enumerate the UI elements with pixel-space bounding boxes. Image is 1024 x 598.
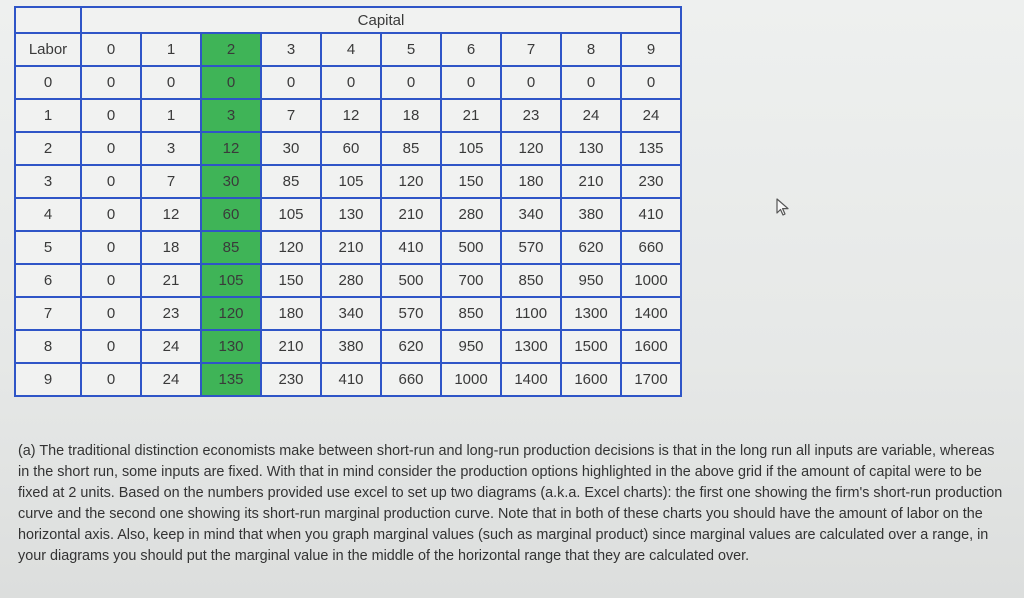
- output-cell: 280: [441, 198, 501, 231]
- labor-cell: 1: [15, 99, 81, 132]
- output-cell: 0: [81, 165, 141, 198]
- output-cell: 210: [381, 198, 441, 231]
- output-cell: 0: [561, 66, 621, 99]
- output-cell: 660: [381, 363, 441, 396]
- output-cell: 24: [561, 99, 621, 132]
- output-cell: 0: [81, 264, 141, 297]
- capital-header-cell: 3: [261, 33, 321, 66]
- labor-cell: 8: [15, 330, 81, 363]
- capital-header-cell: 4: [321, 33, 381, 66]
- output-cell: 410: [621, 198, 681, 231]
- output-cell: 85: [201, 231, 261, 264]
- capital-header-cell: 6: [441, 33, 501, 66]
- table-row: [15, 330, 681, 363]
- output-cell: 660: [621, 231, 681, 264]
- labor-cell: 2: [15, 132, 81, 165]
- output-cell: 85: [381, 132, 441, 165]
- output-cell: 30: [201, 165, 261, 198]
- output-cell: 60: [201, 198, 261, 231]
- output-cell: 570: [501, 231, 561, 264]
- output-cell: 0: [441, 66, 501, 99]
- output-cell: 1300: [561, 297, 621, 330]
- output-cell: 120: [381, 165, 441, 198]
- output-cell: 24: [621, 99, 681, 132]
- output-cell: 570: [381, 297, 441, 330]
- output-cell: 620: [561, 231, 621, 264]
- output-cell: 0: [621, 66, 681, 99]
- output-cell: 120: [501, 132, 561, 165]
- output-cell: 130: [561, 132, 621, 165]
- output-cell: 500: [381, 264, 441, 297]
- output-cell: 7: [141, 165, 201, 198]
- output-cell: 0: [81, 231, 141, 264]
- output-cell: 340: [321, 297, 381, 330]
- output-cell: 18: [381, 99, 441, 132]
- capital-header-cell: 2: [201, 33, 261, 66]
- output-cell: 0: [81, 132, 141, 165]
- output-cell: 105: [441, 132, 501, 165]
- output-cell: 210: [261, 330, 321, 363]
- output-cell: 0: [261, 66, 321, 99]
- output-cell: 700: [441, 264, 501, 297]
- output-cell: 7: [261, 99, 321, 132]
- production-table: [14, 6, 682, 397]
- output-cell: 12: [201, 132, 261, 165]
- output-cell: 23: [501, 99, 561, 132]
- output-cell: 30: [261, 132, 321, 165]
- output-cell: 380: [321, 330, 381, 363]
- output-cell: 130: [321, 198, 381, 231]
- output-cell: 85: [261, 165, 321, 198]
- output-cell: 620: [381, 330, 441, 363]
- output-cell: 150: [261, 264, 321, 297]
- output-cell: 0: [321, 66, 381, 99]
- output-cell: 0: [201, 66, 261, 99]
- labor-cell: 7: [15, 297, 81, 330]
- output-cell: 0: [81, 363, 141, 396]
- output-cell: 3: [201, 99, 261, 132]
- output-cell: 120: [261, 231, 321, 264]
- output-cell: 1000: [621, 264, 681, 297]
- output-cell: 105: [201, 264, 261, 297]
- output-cell: 135: [621, 132, 681, 165]
- table-row: [15, 363, 681, 396]
- labor-cell: 4: [15, 198, 81, 231]
- corner-cell: [15, 7, 81, 33]
- output-cell: 12: [141, 198, 201, 231]
- capital-title-row: [15, 7, 681, 33]
- header-row: [15, 33, 681, 66]
- labor-cell: 0: [15, 66, 81, 99]
- table-row: [15, 198, 681, 231]
- output-cell: 0: [501, 66, 561, 99]
- capital-header-cell: 5: [381, 33, 441, 66]
- output-cell: 150: [441, 165, 501, 198]
- output-cell: 0: [141, 66, 201, 99]
- output-cell: 1100: [501, 297, 561, 330]
- capital-header-cell: 7: [501, 33, 561, 66]
- output-cell: 1600: [621, 330, 681, 363]
- output-cell: 0: [81, 99, 141, 132]
- table-row: [15, 264, 681, 297]
- output-cell: 280: [321, 264, 381, 297]
- output-cell: 410: [381, 231, 441, 264]
- table-row: [15, 99, 681, 132]
- output-cell: 0: [81, 66, 141, 99]
- output-cell: 210: [561, 165, 621, 198]
- output-cell: 120: [201, 297, 261, 330]
- output-cell: 0: [381, 66, 441, 99]
- table-row: [15, 132, 681, 165]
- output-cell: 24: [141, 330, 201, 363]
- output-cell: 1400: [501, 363, 561, 396]
- output-cell: 1600: [561, 363, 621, 396]
- output-cell: 12: [321, 99, 381, 132]
- labor-title: Labor: [15, 33, 81, 66]
- output-cell: 230: [621, 165, 681, 198]
- labor-cell: 5: [15, 231, 81, 264]
- output-cell: 850: [441, 297, 501, 330]
- output-cell: 1000: [441, 363, 501, 396]
- output-cell: 950: [561, 264, 621, 297]
- output-cell: 180: [261, 297, 321, 330]
- output-cell: 500: [441, 231, 501, 264]
- output-cell: 135: [201, 363, 261, 396]
- labor-cell: 6: [15, 264, 81, 297]
- output-cell: 0: [81, 297, 141, 330]
- output-cell: 23: [141, 297, 201, 330]
- output-cell: 1300: [501, 330, 561, 363]
- output-cell: 105: [321, 165, 381, 198]
- output-cell: 380: [561, 198, 621, 231]
- labor-cell: 3: [15, 165, 81, 198]
- table-row: [15, 231, 681, 264]
- output-cell: 850: [501, 264, 561, 297]
- capital-header-cell: 9: [621, 33, 681, 66]
- question-text: (a) The traditional distinction economists make between short-run and long-run production decisions is that in the long run all inputs are variable, whereas in the short run, some inputs are fixed. With that in mind consider the production options highlighted in the above grid if the amount of capital were to be fixed at 2 units. Based on the numbers provided use excel to set up two diagrams (a.k.a. Excel charts): the first one showing the firm's short-run production curve and the second one showing its short-run marginal production curve. Note that in both of these charts you should have the amount of labor on the horizontal axis. Also, keep in mind that when you graph marginal values (such as marginal product) since marginal values are calculated over a range, in your diagrams you should put the marginal value in the middle of the horizontal range that they are calculated over.: [18, 443, 1003, 565]
- capital-header-cell: 1: [141, 33, 201, 66]
- output-cell: 340: [501, 198, 561, 231]
- output-cell: 105: [261, 198, 321, 231]
- table-row: [15, 66, 681, 99]
- output-cell: 950: [441, 330, 501, 363]
- output-cell: 0: [81, 198, 141, 231]
- output-cell: 1400: [621, 297, 681, 330]
- table-row: [15, 165, 681, 198]
- labor-cell: 9: [15, 363, 81, 396]
- output-cell: 410: [321, 363, 381, 396]
- mouse-pointer-icon: [776, 198, 790, 221]
- output-cell: 180: [501, 165, 561, 198]
- output-cell: 18: [141, 231, 201, 264]
- output-cell: 3: [141, 132, 201, 165]
- output-cell: 1500: [561, 330, 621, 363]
- output-cell: 21: [141, 264, 201, 297]
- output-cell: 0: [81, 330, 141, 363]
- output-cell: 1: [141, 99, 201, 132]
- output-cell: 24: [141, 363, 201, 396]
- output-cell: 230: [261, 363, 321, 396]
- capital-title: Capital: [81, 7, 681, 33]
- output-cell: 60: [321, 132, 381, 165]
- production-grid: [14, 6, 682, 397]
- output-cell: 210: [321, 231, 381, 264]
- capital-header-cell: 8: [561, 33, 621, 66]
- output-cell: 130: [201, 330, 261, 363]
- capital-header-cell: 0: [81, 33, 141, 66]
- output-cell: 1700: [621, 363, 681, 396]
- table-row: [15, 297, 681, 330]
- output-cell: 21: [441, 99, 501, 132]
